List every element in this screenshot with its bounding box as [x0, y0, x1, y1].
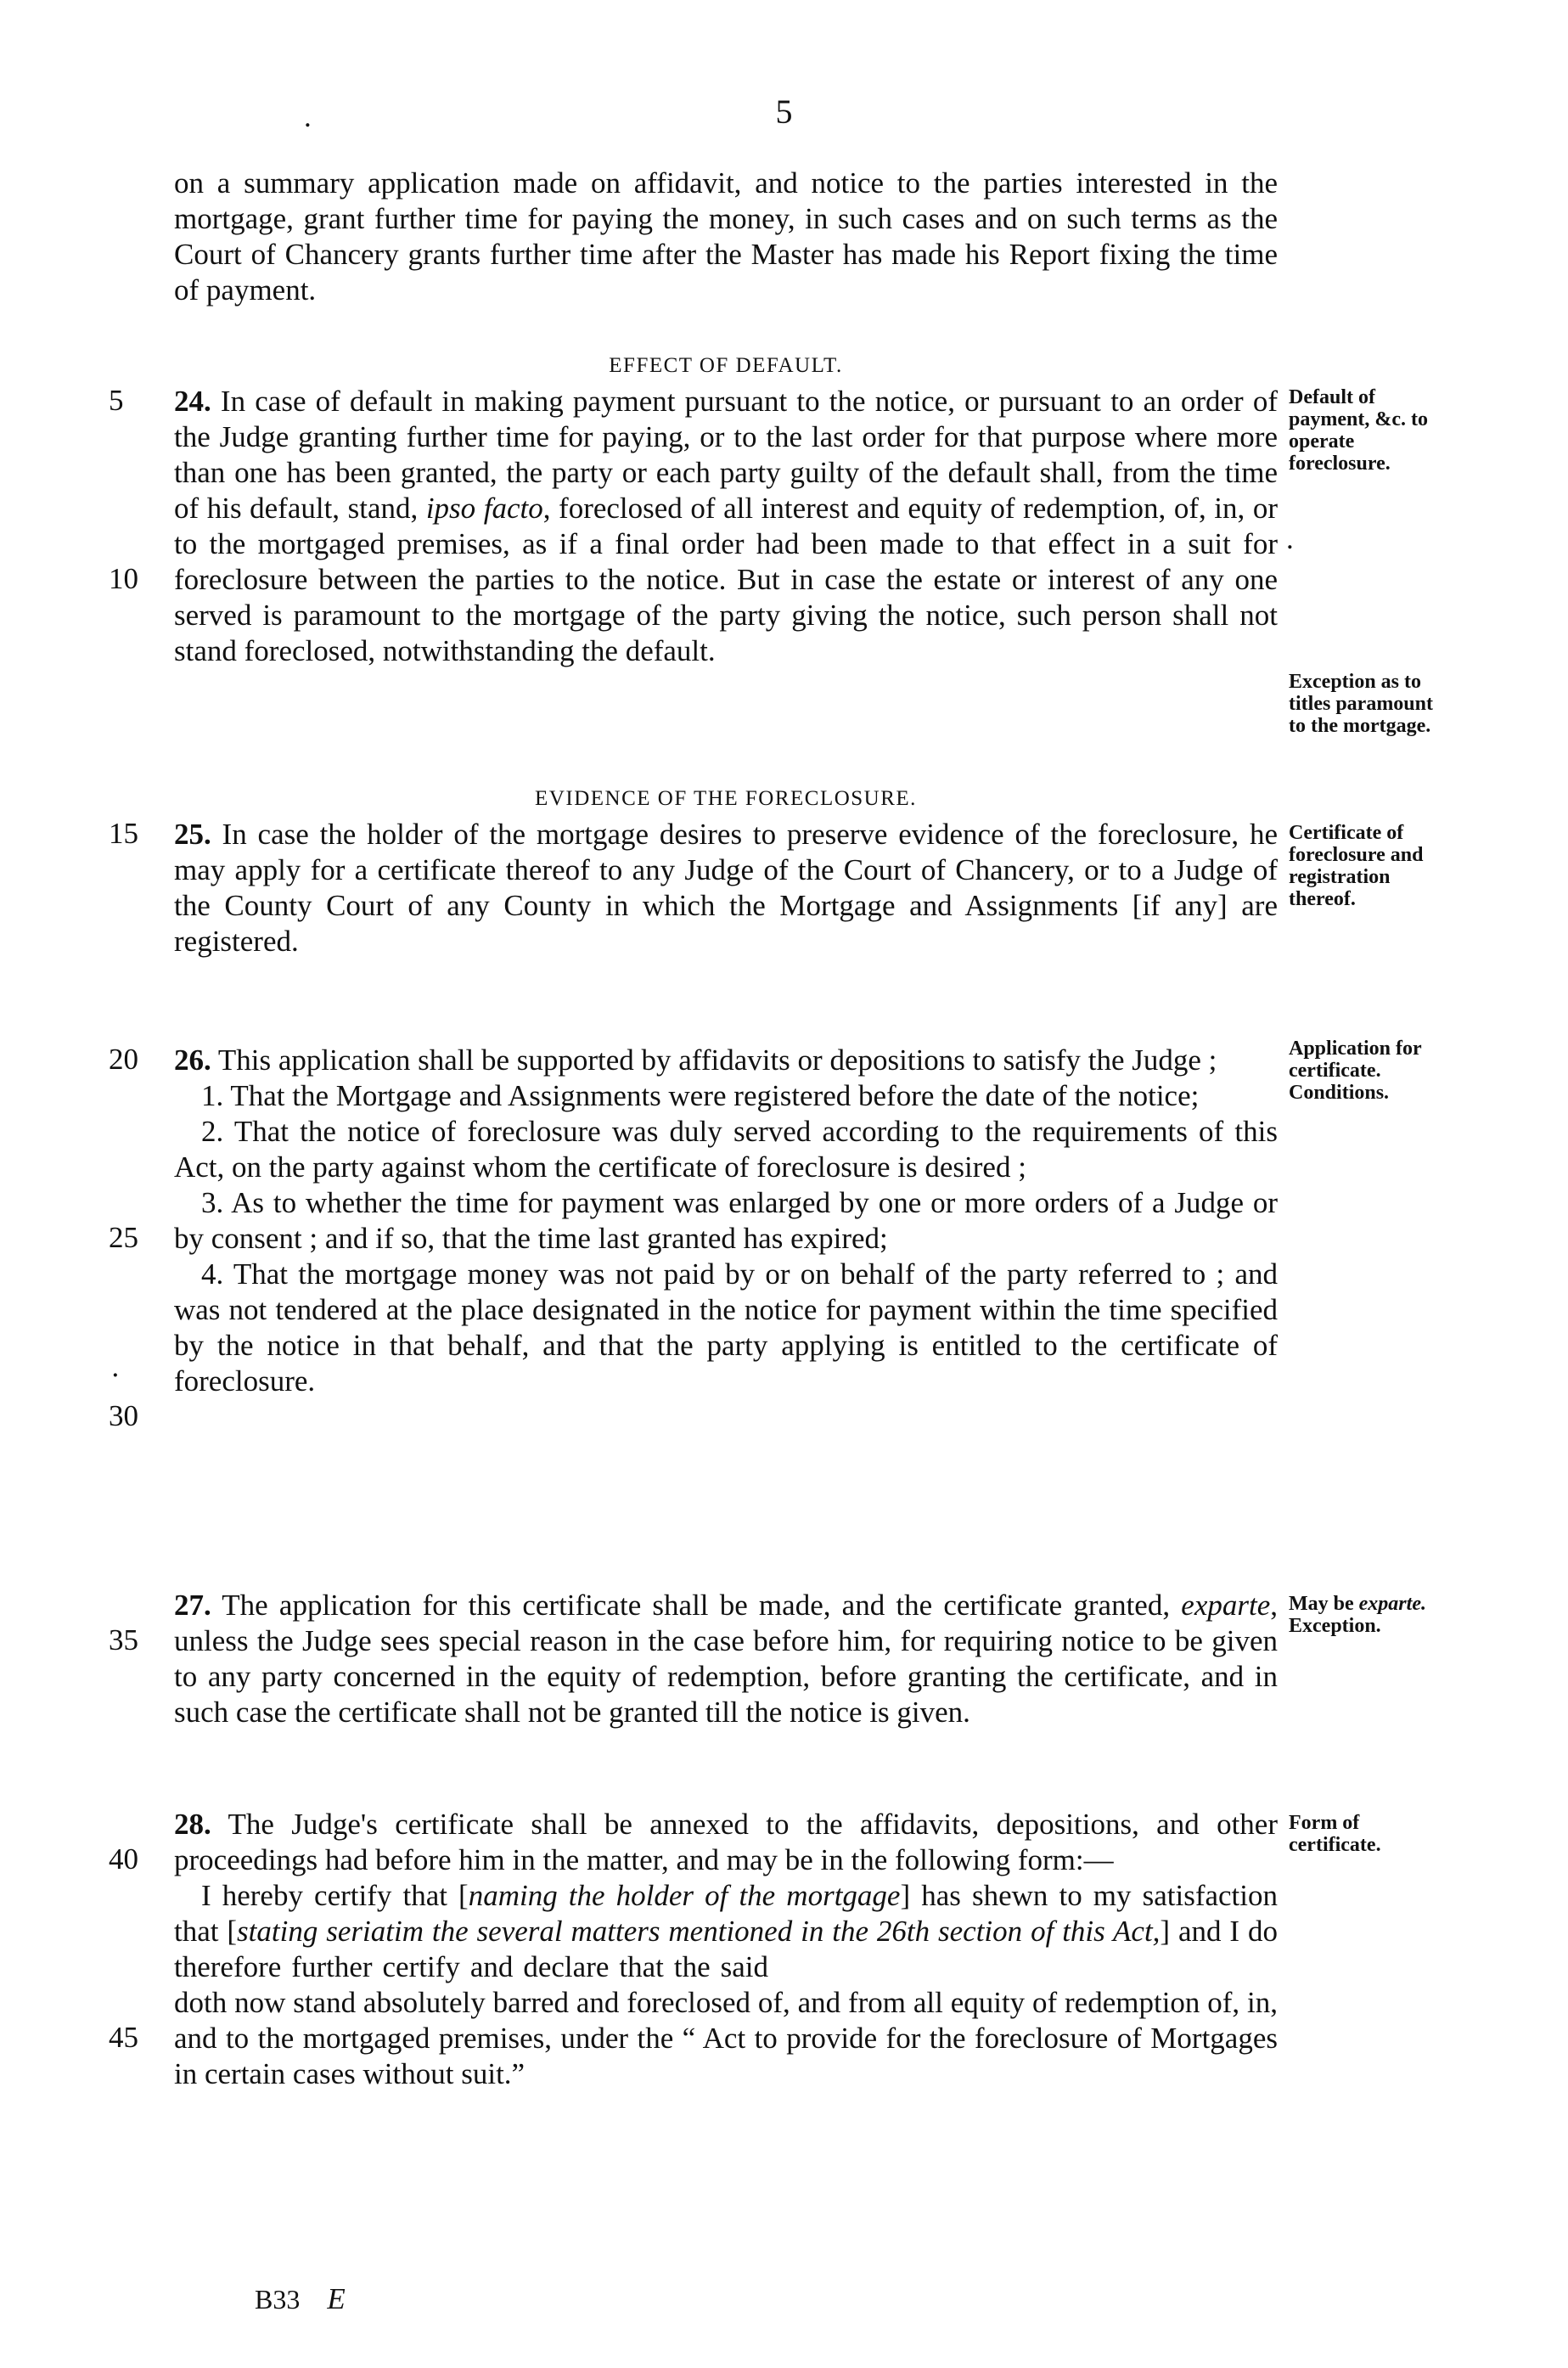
- line-number-10: 10: [109, 562, 138, 595]
- margin-note-form: Form of certificate.: [1289, 1812, 1381, 1856]
- line-number-20: 20: [109, 1043, 138, 1076]
- section-27-text-b: , unless the Judge sees special reason in the case before him, for requiring notice to be given to any party concerned in the equity of redemption, before granting the certificate, and in such case the certificate shall not be granted till the notice is given.: [174, 1589, 1278, 1729]
- signature-mark: [255, 2282, 346, 2316]
- section-24: [174, 384, 1278, 669]
- section-26-text: This application shall be supported by affidavits or depositions to satisfy the Judge ;: [211, 1043, 1217, 1077]
- line-number-15: 15: [109, 817, 138, 850]
- heading-block-evidence: [174, 781, 1278, 817]
- form-italic-matters: stating seriatim the several matters mentioned in the 26th section of this Act,: [237, 1915, 1161, 1948]
- section-24-italic: ipso facto: [425, 492, 543, 525]
- stray-mark: ·: [110, 1358, 121, 1392]
- signature-letter: E: [327, 2282, 346, 2315]
- intro-paragraph: on a summary application made on affidavit, and notice to the parties interested in the mortgage, grant further time for paying the money, in such cases and on such terms as the Court of Chancery grants further time after the Master has made his Report fixing the time of payment.: [174, 166, 1278, 307]
- line-number-40: 40: [109, 1842, 138, 1876]
- section-28-text: The Judge's certificate shall be annexed to the affidavits, depositions, and other proceedings had before him in the matter, and may be in the following form:—: [174, 1808, 1278, 1876]
- margin-note-exparte: [1289, 1593, 1450, 1637]
- form-text-b: ] has shewn to my satisfaction that [: [174, 1879, 1278, 1948]
- section-27-paragraph: [174, 1588, 1278, 1730]
- stray-mark: .: [304, 100, 312, 133]
- section-26-item-1: 1. That the Mortgage and Assignments were registered before the date of the notice;: [201, 1079, 1200, 1112]
- margin-note-exparte-b: Exception.: [1289, 1615, 1381, 1637]
- section-26-item-3: 3. As to whether the time for payment was enlarged by one or more orders of a Judge or by consent ; and if so, that the time last granted has expired;: [174, 1186, 1278, 1255]
- margin-note-exparte-a: May be: [1289, 1593, 1359, 1615]
- margin-note-exparte-italic: exparte.: [1358, 1593, 1426, 1615]
- page-number: 5: [775, 93, 793, 131]
- section-26-number: 26.: [174, 1043, 211, 1077]
- section-27-italic: exparte: [1181, 1589, 1271, 1622]
- section-28-paragraph: [174, 1807, 1278, 1878]
- section-24-text-b: , foreclosed of all interest and equity of redemption, of, in, or to the mortgaged premises, as if a final order had been made to that effect in a suit for foreclosure between the parties to the notice. But in case the estate or interest of any one served is paramount to the mortgage of the party giving the notice, such person shall not stand foreclosed, notwithstanding the default.: [174, 492, 1278, 667]
- heading-effect-of-default: EFFECT OF DEFAULT.: [609, 354, 843, 377]
- section-24-number: 24.: [174, 385, 211, 418]
- section-26: [174, 1043, 1278, 1399]
- margin-note-default: Default of payment, &c. to operate foreclosure.: [1289, 386, 1428, 475]
- certificate-form: [174, 1878, 1278, 2092]
- intro-block: [174, 166, 1278, 308]
- section-25-number: 25.: [174, 818, 211, 851]
- line-number-25: 25: [109, 1221, 138, 1254]
- section-28: [174, 1807, 1278, 2092]
- section-25-paragraph: [174, 817, 1278, 959]
- line-number-35: 35: [109, 1623, 138, 1656]
- section-27-text-a: The application for this certificate shall be made, and the certificate granted,: [211, 1589, 1182, 1622]
- form-text-c: ] and I do therefore further certify and declare that the said: [174, 1915, 1278, 1983]
- section-25: [174, 817, 1278, 959]
- margin-note-certificate: Certificate of foreclosure and registration thereof.: [1289, 822, 1424, 910]
- margin-note-application: Application for certificate. Conditions.: [1289, 1038, 1422, 1104]
- form-italic-holder: naming the holder of the mortgage: [468, 1879, 901, 1912]
- section-24-text-a: In case of default in making payment pursuant to the notice, or pursuant to an order of the Judge granting further time for paying, or to the last order for that purpose where more than one has been granted, the party or each party guilty of the default shall, from the time of his default, stand,: [174, 385, 1278, 525]
- stray-mark: .: [1286, 522, 1294, 555]
- section-28-number: 28.: [174, 1808, 211, 1841]
- heading-block-effect: [174, 348, 1278, 384]
- form-text-a: I hereby certify that [: [201, 1879, 469, 1912]
- section-24-paragraph: [174, 384, 1278, 669]
- section-27: [174, 1588, 1278, 1730]
- section-26-item-2: 2. That the notice of foreclosure was duly served according to the requirements of this Act, on the party against whom the certificate of foreclosure is desired ;: [174, 1115, 1278, 1184]
- line-number-45: 45: [109, 2021, 138, 2054]
- section-26-paragraph: [174, 1043, 1278, 1078]
- line-number-30: 30: [109, 1399, 138, 1432]
- form-text-d: doth now stand absolutely barred and foreclosed of, and from all equity of redemption of, in, and to the mortgaged premises, under the “ Act to provide for the foreclosure of Mortgages in certain cases without suit.”: [174, 1986, 1278, 2090]
- section-25-text: In case the holder of the mortgage desires to preserve evidence of the foreclosure, he may apply for a certificate thereof to any Judge of the Court of Chancery, or to a Judge of the County Court of any County in which the Mortgage and Assignments [if any] are registered.: [174, 818, 1278, 958]
- line-number-5: 5: [109, 384, 124, 417]
- heading-evidence-of-foreclosure: EVIDENCE OF THE FORECLOSURE.: [535, 787, 917, 810]
- signature-code: B33: [255, 2284, 301, 2315]
- section-26-item-4: 4. That the mortgage money was not paid by or on behalf of the party referred to ; and was not tendered at the place designated in the notice for payment within the time specified by the notice in that behalf, and that the party applying is entitled to the certificate of foreclosure.: [174, 1257, 1278, 1398]
- margin-note-exception: Exception as to titles paramount to the mortgage.: [1289, 671, 1433, 737]
- section-27-number: 27.: [174, 1589, 211, 1622]
